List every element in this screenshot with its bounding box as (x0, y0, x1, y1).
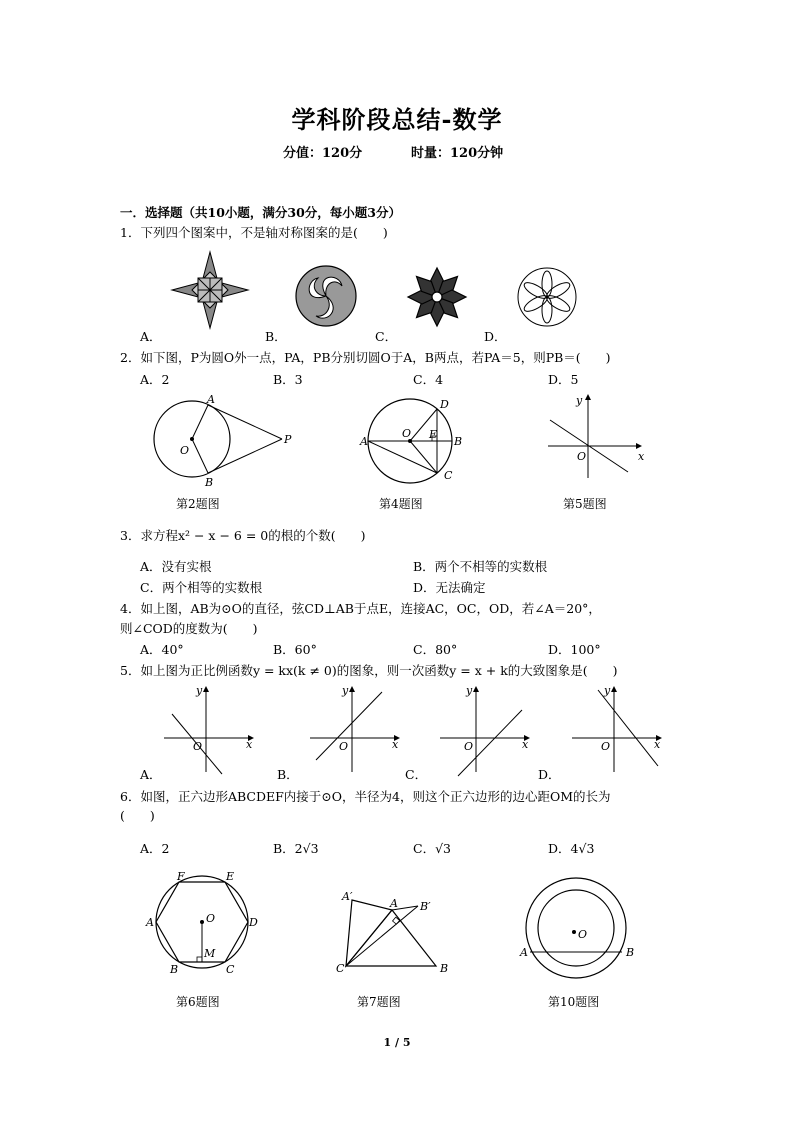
svg-text:x: x (246, 738, 253, 751)
svg-text:E: E (226, 870, 235, 883)
q6-option-d: D．4√3 (548, 841, 595, 856)
fig-q5 (540, 392, 650, 482)
caption-fig-6: 第6题图 (176, 995, 220, 1009)
svg-text:O: O (578, 928, 588, 941)
q3-option-d: D．无法确定 (413, 580, 486, 595)
svg-text:O: O (193, 740, 203, 753)
time-label: 时量：120分钟 (411, 146, 504, 161)
q4-stem-line2: 则∠COD的度数为( ) (120, 621, 258, 636)
q6-option-a: A．2 (140, 841, 170, 856)
score-label: 分值：120分 (283, 146, 363, 161)
q3-option-c: C．两个相等的实数根 (140, 580, 263, 595)
q1-option-a: A． (140, 329, 162, 344)
svg-text:O: O (180, 444, 190, 457)
fig-q7 (332, 890, 462, 980)
svg-text:B: B (205, 476, 214, 489)
svg-text:F: F (177, 870, 185, 883)
caption-fig-10: 第10题图 (548, 995, 600, 1009)
svg-text:C: C (444, 469, 453, 482)
svg-text:O: O (206, 912, 216, 925)
svg-text:P: P (284, 433, 292, 446)
q2-option-c: C．4 (413, 372, 444, 387)
svg-text:A: A (520, 946, 528, 959)
q5-option-a: A． (140, 767, 162, 782)
svg-text:x: x (654, 738, 661, 751)
q1-option-d: D． (484, 329, 507, 344)
svg-text:O: O (402, 427, 412, 440)
page-title: 学科阶段总结-数学 (291, 105, 503, 134)
svg-text:E: E (429, 428, 438, 441)
q1-option-c: C． (375, 329, 398, 344)
svg-text:y: y (342, 684, 349, 697)
q5-option-b: B． (277, 767, 299, 782)
q6-option-b: B．2√3 (273, 841, 319, 856)
svg-text:y: y (466, 684, 473, 697)
svg-text:M: M (204, 947, 216, 960)
q1-stem: 1．下列四个图案中，不是轴对称图案的是( ) (120, 225, 388, 240)
svg-text:O: O (339, 740, 349, 753)
svg-text:x: x (392, 738, 399, 751)
svg-text:D: D (249, 916, 258, 929)
fig-q4 (352, 392, 472, 492)
svg-text:y: y (576, 394, 583, 407)
q2-option-a: A．2 (140, 372, 170, 387)
q6-stem-line1: 6．如图，正六边形ABCDEF内接于⊙O，半径为4，则这个正六边形的边心距OM的长为 (120, 789, 611, 804)
q5-graph-a (160, 684, 260, 774)
q3-stem: 3．求方程x² − x − 6 = 0的根的个数( ) (120, 528, 366, 543)
caption-fig-5: 第5题图 (563, 497, 607, 511)
q2-option-b: B．3 (273, 372, 303, 387)
svg-text:B: B (440, 962, 449, 975)
fig-q6 (140, 870, 265, 980)
svg-text:O: O (601, 740, 611, 753)
caption-fig-7: 第7题图 (357, 995, 401, 1009)
q1-figure-a (170, 250, 250, 330)
svg-text:B: B (454, 435, 463, 448)
svg-text:C: C (226, 963, 235, 976)
svg-text:A: A (390, 897, 398, 910)
section-heading: 一．选择题（共10小题，满分30分，每小题3分） (120, 205, 401, 220)
svg-text:x: x (522, 738, 529, 751)
q5-option-d: D． (538, 767, 561, 782)
svg-text:O: O (464, 740, 474, 753)
q2-stem: 2．如下图，P为圆O外一点，PA，PB分别切圆O于A，B两点，若PA＝5，则PB＝( ) (120, 350, 611, 365)
page-number: 1 / 5 (383, 1036, 411, 1049)
caption-fig-2: 第2题图 (176, 497, 220, 511)
q1-option-b: B． (265, 329, 287, 344)
q5-graph-b (306, 684, 406, 774)
q4-option-b: B．60° (273, 642, 317, 657)
svg-text:A′: A′ (342, 890, 353, 903)
q6-stem-line2: ( ) (120, 808, 155, 823)
svg-text:B: B (626, 946, 635, 959)
svg-text:y: y (604, 684, 611, 697)
q4-stem-line1: 4．如上图，AB为⊙O的直径，弦CD⊥AB于点E，连接AC，OC，OD，若∠A＝20°， (120, 601, 601, 616)
svg-text:x: x (638, 450, 645, 463)
q4-option-c: C．80° (413, 642, 458, 657)
q2-option-d: D．5 (548, 372, 579, 387)
svg-text:C: C (336, 962, 345, 975)
q1-figure-b (294, 264, 358, 328)
fig-q10 (514, 876, 644, 986)
svg-text:O: O (577, 450, 587, 463)
svg-text:B: B (170, 963, 179, 976)
q5-option-c: C． (405, 767, 428, 782)
q1-figure-d (516, 266, 578, 328)
q5-graph-d (568, 684, 668, 774)
q4-option-a: A．40° (140, 642, 184, 657)
svg-text:A: A (207, 393, 215, 406)
fig-q2 (150, 392, 300, 492)
svg-text:A: A (146, 916, 154, 929)
q1-figure-c (406, 266, 468, 328)
svg-text:D: D (440, 398, 449, 411)
q6-option-c: C．√3 (413, 841, 451, 856)
svg-text:B′: B′ (420, 900, 431, 913)
svg-text:A: A (360, 435, 368, 448)
q3-option-b: B．两个不相等的实数根 (413, 559, 548, 574)
q5-graph-c (436, 684, 536, 774)
q5-stem: 5．如上图为正比例函数y = kx(k ≠ 0)的图象，则一次函数y = x + k的大致图象是( ) (120, 663, 618, 678)
caption-fig-4: 第4题图 (379, 497, 423, 511)
svg-text:y: y (196, 684, 203, 697)
q4-option-d: D．100° (548, 642, 601, 657)
q3-option-a: A．没有实根 (140, 559, 212, 574)
